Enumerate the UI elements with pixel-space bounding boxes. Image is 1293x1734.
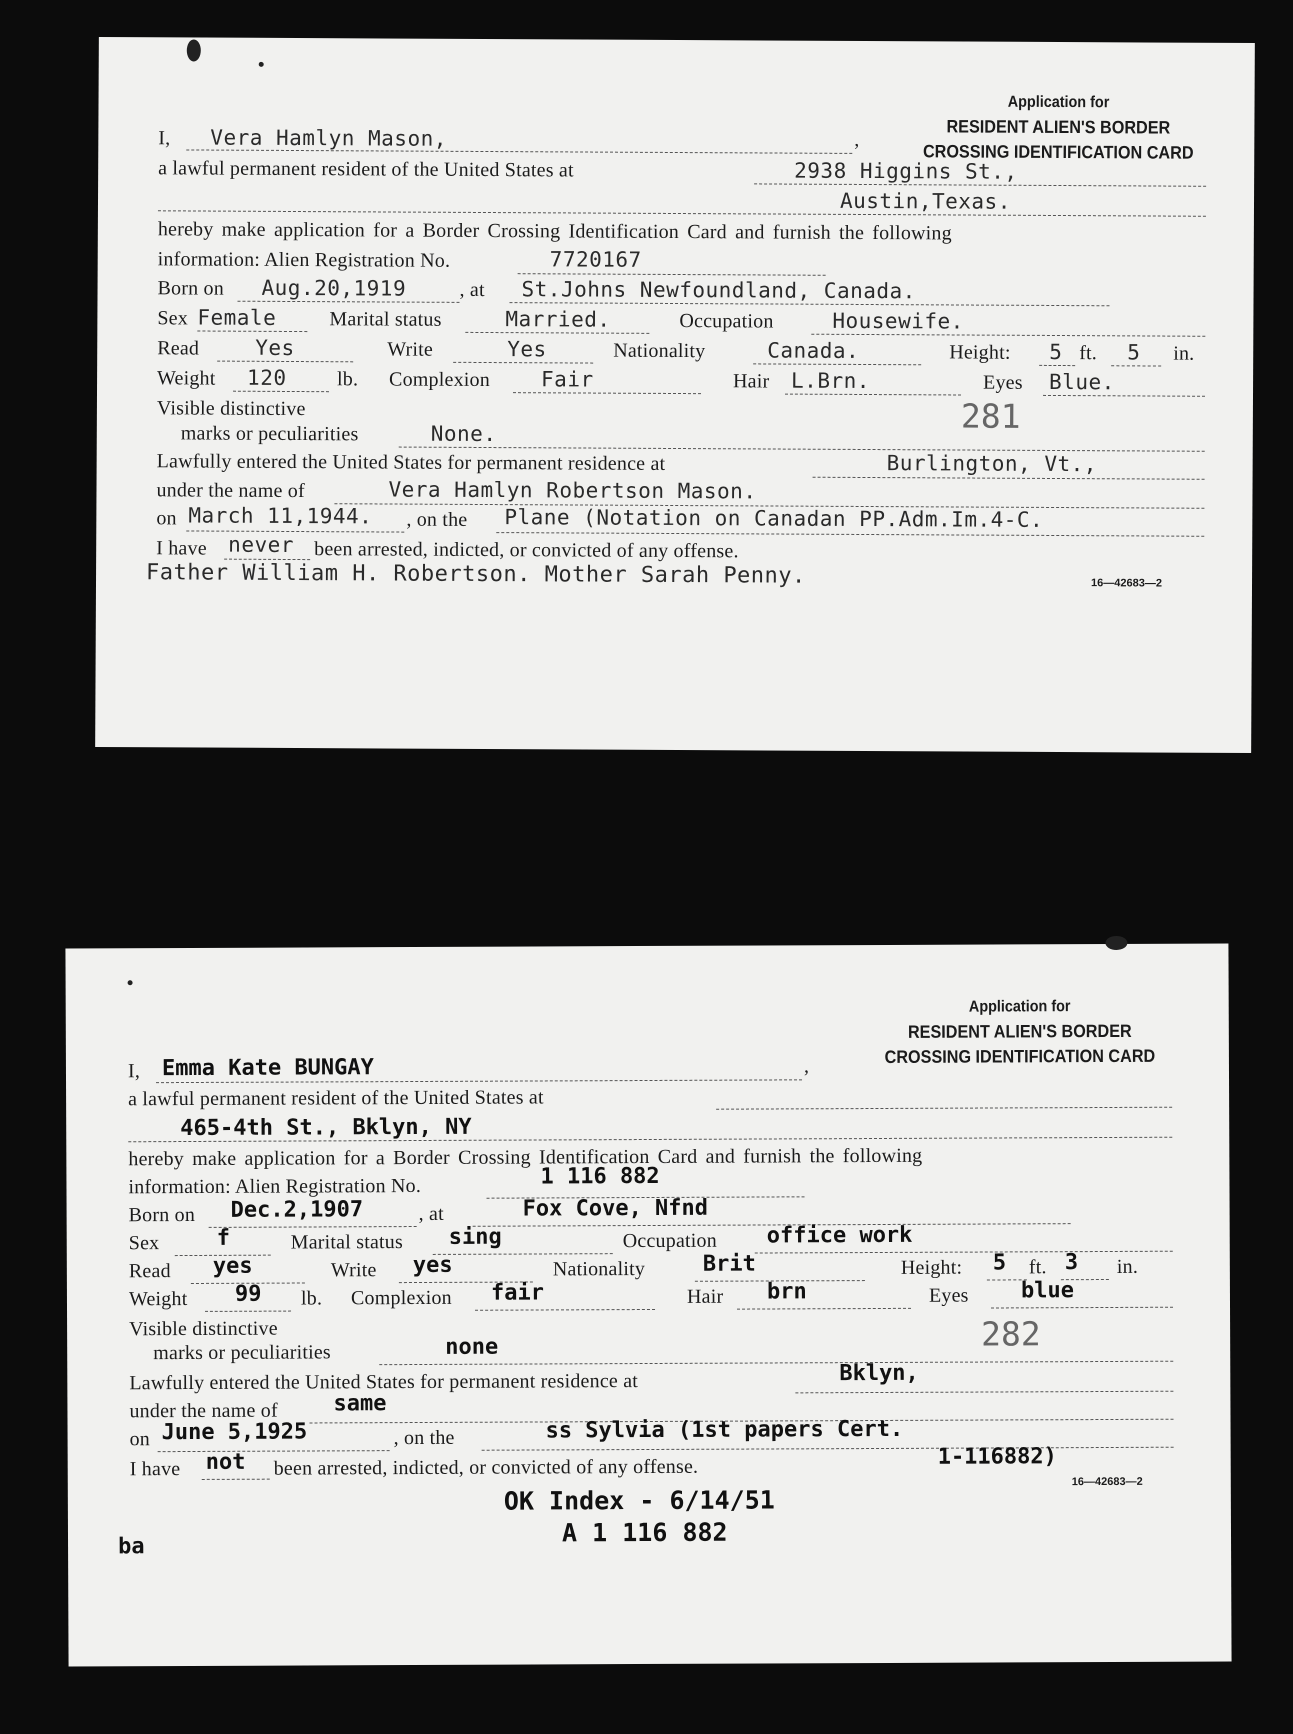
write-value: yes (412, 1252, 453, 1279)
header-line-2: RESIDENT ALIEN'S BORDER (907, 1020, 1132, 1042)
hair-underline (785, 394, 961, 396)
eyes-value: Blue. (1049, 369, 1115, 395)
arrested-value: not (205, 1449, 246, 1475)
label-arrested: been arrested, indicted, or convicted of any offense. (314, 538, 739, 563)
alien-registration-number: 1 116 882 (540, 1163, 660, 1190)
alien-registration-number: 7720167 (549, 247, 642, 272)
address-line-2: Austin,Texas. (839, 188, 1011, 214)
complexion-underline (475, 1309, 655, 1311)
label-in: in. (1116, 1255, 1139, 1278)
address-line-1: 465-4th St., Bklyn, NY (180, 1114, 472, 1142)
address-underline-1 (754, 183, 1206, 186)
height-ft-value: 5 (992, 1250, 1007, 1276)
height-in-underline (1111, 365, 1161, 366)
marks-value: none (445, 1334, 499, 1360)
label-on: on (156, 507, 177, 530)
sex-underline (197, 330, 307, 332)
header-line-2: RESIDENT ALIEN'S BORDER (946, 116, 1171, 138)
card-stamp-number: 282 (981, 1314, 1041, 1354)
read-value: yes (212, 1253, 253, 1279)
label-comma: , (854, 128, 860, 151)
label-nationality: Nationality (613, 339, 706, 363)
label-i: I, (158, 127, 171, 150)
address-underline-2 (158, 210, 1206, 216)
marital-status-value: Married. (505, 307, 611, 332)
label-lawfully-entered: Lawfully entered the United States for permanent residence at (156, 450, 666, 475)
label-weight: Weight (157, 367, 216, 390)
label-on-the: , on the (406, 508, 468, 531)
sex-value: f (216, 1225, 231, 1251)
occupation-value: Housewife. (832, 308, 964, 334)
label-in: in. (1173, 342, 1195, 365)
entry-place: Burlington, Vt., (886, 451, 1098, 477)
label-complexion: Complexion (389, 368, 491, 392)
birth-place: St.Johns Newfoundland, Canada. (521, 277, 916, 304)
nationality-value: Brit (702, 1251, 756, 1277)
label-write: Write (387, 338, 434, 361)
complexion-underline (513, 392, 701, 394)
label-i-have: I have (129, 1458, 181, 1481)
scan-speck (128, 980, 133, 985)
height-ft-underline (1039, 365, 1075, 366)
occupation-underline (811, 334, 1205, 337)
read-underline (217, 361, 353, 363)
applicant-name: Emma Kate BUNGAY (161, 1055, 374, 1082)
label-hair: Hair (733, 370, 770, 393)
nationality-underline (753, 363, 921, 365)
label-write: Write (330, 1259, 377, 1282)
occupation-value: office work (766, 1222, 913, 1249)
entry-place-underline (795, 1391, 1173, 1394)
eyes-value: blue (1020, 1278, 1074, 1304)
label-at: , at (459, 278, 485, 302)
scan-speck (1105, 936, 1127, 950)
entry-vessel-underline (496, 532, 1204, 537)
eyes-underline (1043, 395, 1205, 397)
address-line-1: 2938 Higgins St., (794, 158, 1018, 184)
header-line-1: Application for (1007, 93, 1110, 112)
label-comma: , (803, 1055, 810, 1078)
weight-underline (233, 391, 329, 393)
label-under-name: under the name of (129, 1399, 278, 1423)
birth-date: Aug.20,1919 (261, 275, 407, 301)
marks-underline (399, 447, 1205, 452)
entry-vessel: ss Sylvia (1st papers Cert. (545, 1416, 904, 1444)
birth-date-underline (237, 301, 459, 303)
entry-vessel-continuation: 1-116882) (937, 1444, 1057, 1470)
entry-date-underline (158, 1450, 390, 1452)
label-born-on: Born on (157, 277, 225, 300)
sex-value: Female (197, 305, 277, 330)
form-code: 16—42683—2 (1071, 1475, 1143, 1489)
hair-underline (737, 1308, 911, 1310)
form-code: 16—42683—2 (1090, 577, 1163, 590)
label-height: Height: (900, 1256, 963, 1279)
read-value: Yes (255, 335, 295, 361)
hair-value: brn (766, 1279, 807, 1305)
height-in-value: 3 (1064, 1250, 1079, 1276)
label-marks: marks or peculiarities (180, 422, 359, 446)
label-eyes: Eyes (983, 371, 1023, 394)
application-card-1 (95, 37, 1255, 753)
label-visible-distinctive: Visible distinctive (129, 1317, 278, 1341)
entry-date: June 5,1925 (161, 1419, 308, 1446)
label-information: information: Alien Registration No. (157, 248, 451, 272)
label-read: Read (128, 1260, 171, 1283)
birth-place: Fox Cove, Nfnd (522, 1195, 709, 1222)
arrested-value: never (228, 532, 294, 558)
height-in-value: 5 (1127, 340, 1141, 365)
alien-reg-underline (518, 273, 826, 276)
complexion-value: Fair (541, 367, 594, 392)
label-lb: lb. (300, 1287, 323, 1310)
label-eyes: Eyes (928, 1284, 969, 1307)
entry-date: March 11,1944. (188, 503, 373, 529)
write-underline (453, 362, 593, 364)
name-underline (186, 149, 852, 153)
alien-number-note: A 1 116 882 (561, 1517, 728, 1548)
label-ft: ft. (1028, 1256, 1047, 1279)
label-lawfully-entered: Lawfully entered the United States for permanent residence at (129, 1370, 639, 1395)
label-occupation: Occupation (622, 1229, 717, 1253)
label-sex: Sex (157, 307, 189, 330)
marks-value: None. (430, 421, 497, 447)
address-underline-1 (716, 1107, 1172, 1110)
label-hair: Hair (686, 1285, 724, 1308)
label-born-on: Born on (128, 1203, 196, 1227)
label-marks: marks or peculiarities (153, 1341, 331, 1365)
label-on: on (129, 1428, 151, 1451)
birth-place-underline (509, 302, 1109, 306)
label-occupation: Occupation (679, 310, 774, 333)
card-stamp-number: 281 (960, 396, 1021, 436)
label-i-have: I have (156, 537, 207, 560)
label-under-name: under the name of (156, 479, 305, 503)
label-information: information: Alien Registration No. (128, 1174, 422, 1199)
eyes-underline (991, 1307, 1173, 1309)
label-on-the: , on the (393, 1426, 455, 1450)
header-line-3: CROSSING IDENTIFICATION CARD (922, 141, 1194, 163)
birth-date-underline (209, 1226, 417, 1228)
entry-vessel-underline (482, 1447, 1174, 1451)
label-weight: Weight (128, 1288, 188, 1311)
marital-underline (465, 332, 649, 334)
label-visible-distinctive: Visible distinctive (156, 397, 306, 421)
entry-place: Bklyn, (839, 1360, 919, 1387)
label-nationality: Nationality (552, 1258, 646, 1281)
marital-underline (433, 1253, 613, 1255)
index-note: OK Index - 6/14/51 (503, 1485, 775, 1516)
label-marital-status: Marital status (290, 1231, 404, 1254)
label-at: , at (418, 1202, 444, 1226)
label-marital-status: Marital status (329, 308, 442, 331)
header-line-3: CROSSING IDENTIFICATION CARD (884, 1045, 1156, 1067)
label-read: Read (157, 337, 200, 360)
parents-note: Father William H. Robertson. Mother Sarah Penny. (145, 560, 806, 589)
birth-date: Dec.2,1907 (230, 1197, 364, 1223)
label-sex: Sex (128, 1232, 160, 1255)
weight-value: 99 (234, 1281, 262, 1307)
entry-place-underline (813, 477, 1205, 480)
label-lb: lb. (337, 368, 359, 391)
label-complexion: Complexion (350, 1286, 452, 1310)
entry-name: Vera Hamlyn Robertson Mason. (388, 477, 757, 504)
label-lawful-resident: a lawful permanent resident of the United States at (158, 157, 574, 182)
weight-underline (205, 1311, 291, 1312)
height-ft-value: 5 (1049, 339, 1063, 365)
label-ft: ft. (1079, 342, 1098, 365)
marks-underline (379, 1361, 1173, 1365)
applicant-name: Vera Hamlyn Mason, (210, 125, 447, 151)
label-hereby: hereby make application for a Border Crossing Identification Card and furnish the following (157, 218, 952, 245)
nationality-value: Canada. (767, 338, 860, 363)
entry-vessel: Plane (Notation on Canadan PP.Adm.Im.4-C. (504, 505, 1044, 532)
marital-status-value: sing (448, 1224, 502, 1250)
entry-date-underline (186, 530, 404, 532)
occupation-underline (755, 1251, 1173, 1254)
card-header (867, 994, 1173, 1070)
scan-speck (187, 39, 201, 61)
weight-value: 120 (247, 365, 287, 390)
header-line-1: Application for (968, 998, 1071, 1016)
application-card-2 (65, 943, 1231, 1666)
label-i: I, (127, 1060, 141, 1083)
label-lawful-resident: a lawful permanent resident of the United States at (128, 1086, 544, 1111)
entry-name: same (333, 1391, 387, 1417)
label-arrested: been arrested, indicted, or convicted of any offense. (273, 1455, 699, 1480)
scan-speck (259, 62, 264, 67)
clerk-initials: ba (117, 1534, 145, 1560)
complexion-value: fair (490, 1280, 544, 1306)
hair-value: L.Brn. (791, 368, 870, 394)
label-hereby: hereby make application for a Border Crossing Identification Card and furnish the following (128, 1144, 923, 1171)
arrested-underline (202, 1479, 270, 1480)
card-header (905, 89, 1211, 166)
write-value: Yes (507, 337, 547, 362)
label-height: Height: (949, 341, 1011, 364)
